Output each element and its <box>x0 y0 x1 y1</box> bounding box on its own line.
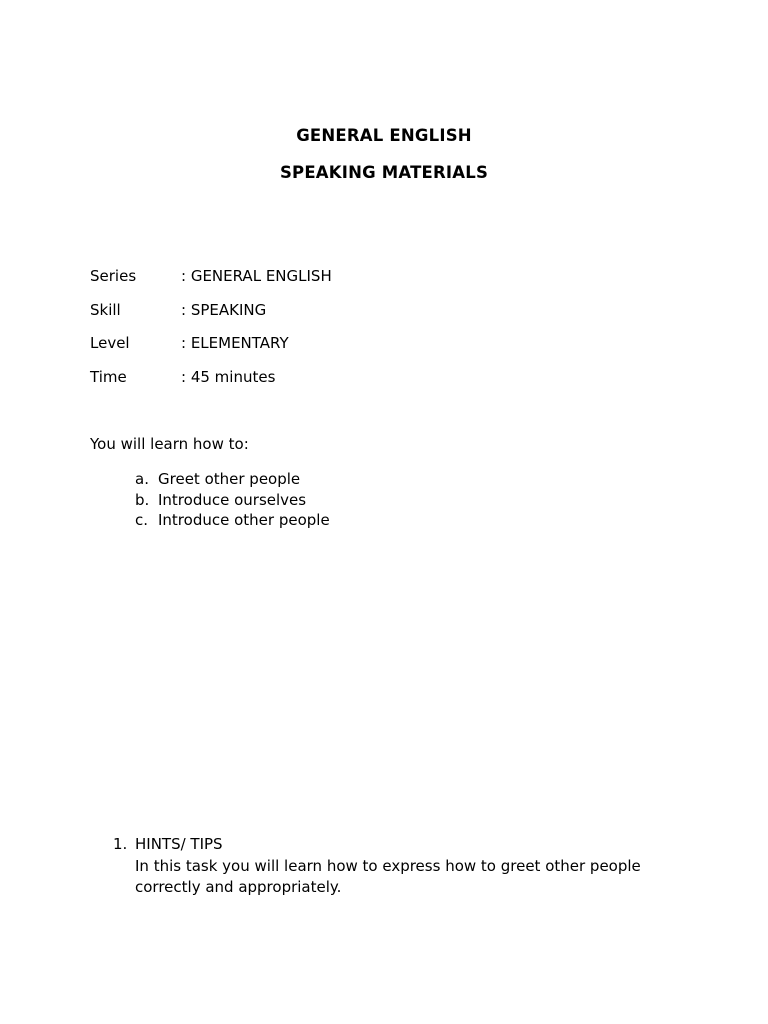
meta-value: : GENERAL ENGLISH <box>181 267 332 285</box>
meta-value: : SPEAKING <box>181 300 267 319</box>
meta-value: : 45 minutes <box>181 368 276 387</box>
section-body: In this task you will learn how to express how to greet other people correctly and appropriately. <box>135 857 641 896</box>
meta-label: Time <box>90 368 127 387</box>
objectives-list <box>135 470 330 532</box>
meta-row-time <box>90 368 332 402</box>
document-subtitle: SPEAKING MATERIALS <box>279 163 489 182</box>
list-item-text: Introduce ourselves <box>158 490 307 509</box>
list-item-text: Introduce other people <box>158 511 330 530</box>
list-marker: a. <box>135 470 149 488</box>
meta-row-skill <box>90 301 332 335</box>
meta-value: : ELEMENTARY <box>181 334 289 353</box>
list-marker: b. <box>135 490 150 509</box>
section-number: 1. <box>113 835 128 853</box>
meta-row-level <box>90 334 332 368</box>
meta-row-series <box>90 267 332 301</box>
meta-label: Skill <box>90 300 121 319</box>
list-item <box>135 511 330 532</box>
section-heading-row <box>113 835 673 856</box>
meta-label: Series <box>90 267 137 285</box>
list-item-text: Greet other people <box>158 470 301 488</box>
meta-label: Level <box>90 334 130 353</box>
document-title: GENERAL ENGLISH <box>296 126 472 145</box>
meta-table <box>90 267 332 402</box>
list-marker: c. <box>135 511 149 530</box>
list-item <box>135 470 330 491</box>
list-item <box>135 491 330 512</box>
section-heading: HINTS/ TIPS <box>135 835 223 853</box>
hints-section <box>113 835 673 898</box>
intro-text: You will learn how to: <box>90 435 249 453</box>
